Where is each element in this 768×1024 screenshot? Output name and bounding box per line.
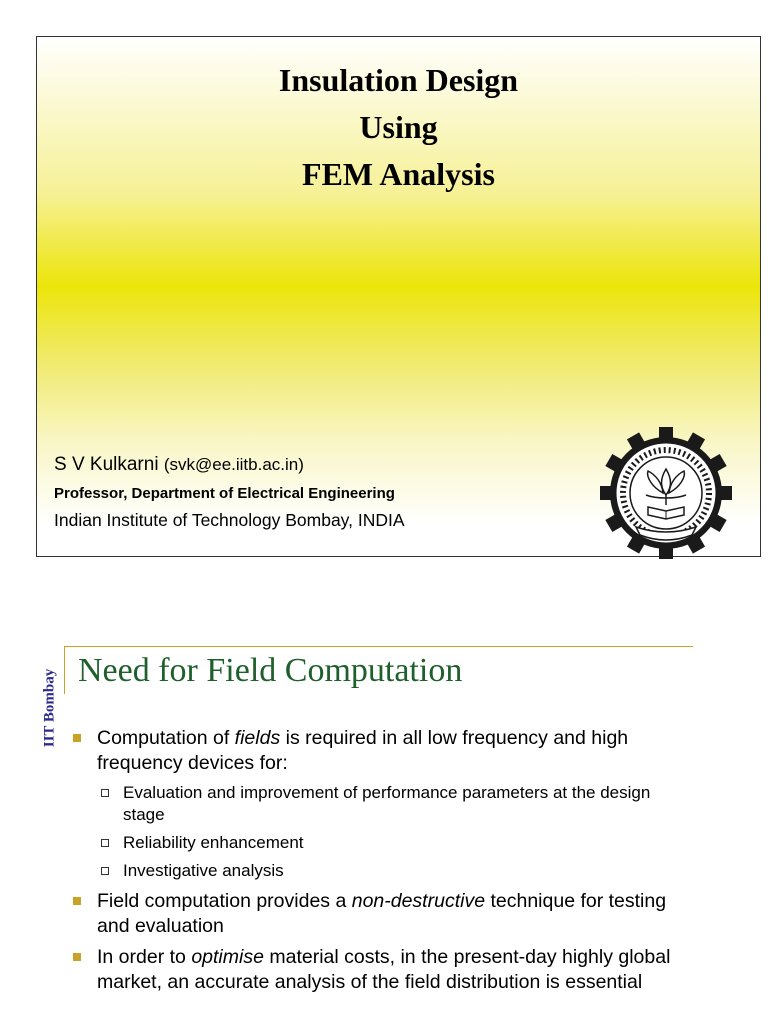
- square-bullet-icon: [73, 953, 81, 961]
- slide-title: [37, 57, 760, 198]
- sub-bullet-item-1: Evaluation and improvement of performance parameters at the design stage: [123, 782, 683, 826]
- slide-heading: Need for Field Computation: [78, 652, 463, 689]
- author-name: S V Kulkarni: [54, 454, 159, 475]
- side-label-container: [40, 648, 60, 768]
- bullet-item-3: In order to optimise material costs, in the present-day highly global market, an accurate analysis of the field distribution is essential: [97, 945, 697, 995]
- bullet-item-1: Computation of fields is required in all low frequency and high frequency devices for:: [97, 726, 697, 776]
- square-bullet-icon: [73, 897, 81, 905]
- left-divider: [64, 646, 65, 694]
- sub-bullet-item-2: Reliability enhancement: [123, 832, 683, 854]
- content-slide: [0, 620, 768, 1024]
- hollow-square-bullet-icon: [101, 789, 109, 797]
- square-bullet-icon: [73, 734, 81, 742]
- hollow-square-bullet-icon: [101, 839, 109, 847]
- institute-name: Indian Institute of Technology Bombay, INDIA: [54, 510, 405, 530]
- author-role: Professor, Department of Electrical Engineering: [54, 485, 395, 502]
- iit-bombay-emblem-icon: [600, 427, 732, 559]
- side-label: IIT Bombay: [41, 668, 58, 748]
- title-line-3: FEM Analysis: [302, 156, 495, 192]
- sub-bullet-item-3: Investigative analysis: [123, 860, 683, 882]
- hollow-square-bullet-icon: [101, 867, 109, 875]
- author-line: [54, 454, 304, 476]
- title-slide: [36, 36, 761, 557]
- top-divider: [64, 646, 693, 647]
- title-line-1: Insulation Design: [278, 62, 519, 98]
- author-email: (svk@ee.iitb.ac.in): [163, 455, 304, 474]
- bullet-item-2: Field computation provides a non-destructive technique for testing and evaluation: [97, 889, 697, 939]
- title-line-2: Using: [359, 109, 438, 145]
